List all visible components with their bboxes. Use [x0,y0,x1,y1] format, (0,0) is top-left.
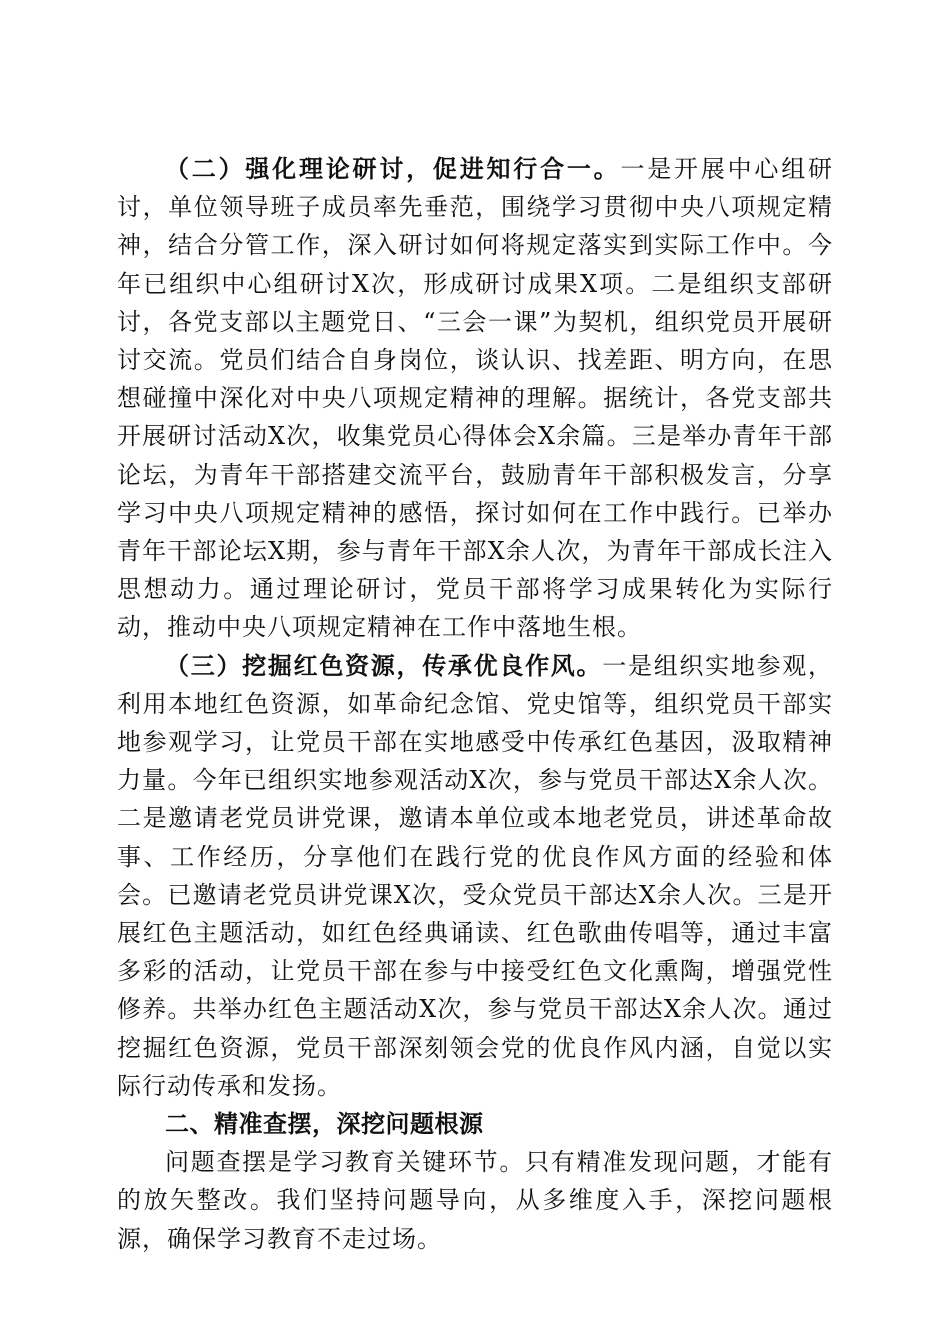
paragraph-intro: 问题查摆是学习教育关键环节。只有精准发现问题，才能有的放矢整改。我们坚持问题导向，从多维度入手，深挖问题根源，确保学习教育不走过场。 [117,1148,833,1253]
document-body [117,150,833,1258]
section-heading: 二、精准查摆，深挖问题根源 [165,1110,484,1139]
paragraph-theory-study [117,150,833,647]
paragraph-lead: （三）挖掘红色资源，传承优良作风。 [165,650,603,680]
paragraph-red-resources [117,647,833,1105]
paragraph-text: 一是组织实地参观，利用本地红色资源，如革命纪念馆、党史馆等，组织党员干部实地参观学习，让党员干部在实地感受中传承红色基因，汲取精神力量。今年已组织实地参观活动X次，参与党员干部达X余人次。二是邀请老党员讲党课，邀请本单位或本地老党员，讲述革命故事、工作经历，分享他们在践行党的优良作风方面的经验和体会。已邀请老党员讲党课X次，受众党员干部达X余人次。三是开展红色主题活动，如红色经典诵读、红色歌曲传唱等，通过丰富多彩的活动，让党员干部在参与中接受红色文化熏陶，增强党性修养。共举办红色主题活动X次，参与党员干部达X余人次。通过挖掘红色资源，党员干部深刻领会党的优良作风内涵，自觉以实际行动传承和发扬。 [117,651,834,1100]
paragraph-text: 一是开展中心组研讨，单位领导班子成员率先垂范，围绕学习贯彻中央八项规定精神，结合分管工作，深入研讨如何将规定落实到实际工作中。今年已组织中心组研讨X次，形成研讨成果X项。二是组织支部研讨，各党支部以主题党日、“三会一课”为契机，组织党员开展研讨交流。党员们结合自身岗位，谈认识、找差距、明方向，在思想碰撞中深化对中央八项规定精神的理解。据统计，各党支部共开展研讨活动X次，收集党员心得体会X余篇。三是举办青年干部论坛，为青年干部搭建交流平台，鼓励青年干部积极发言，分享学习中央八项规定精神的感悟，探讨如何在工作中践行。已举办青年干部论坛X期，参与青年干部X余人次，为青年干部成长注入思想动力。通过理论研讨，党员干部将学习成果转化为实际行动，推动中央八项规定精神在工作中落地生根。 [117,155,834,642]
paragraph-lead: （二）强化理论研讨，促进知行合一。 [165,154,621,183]
